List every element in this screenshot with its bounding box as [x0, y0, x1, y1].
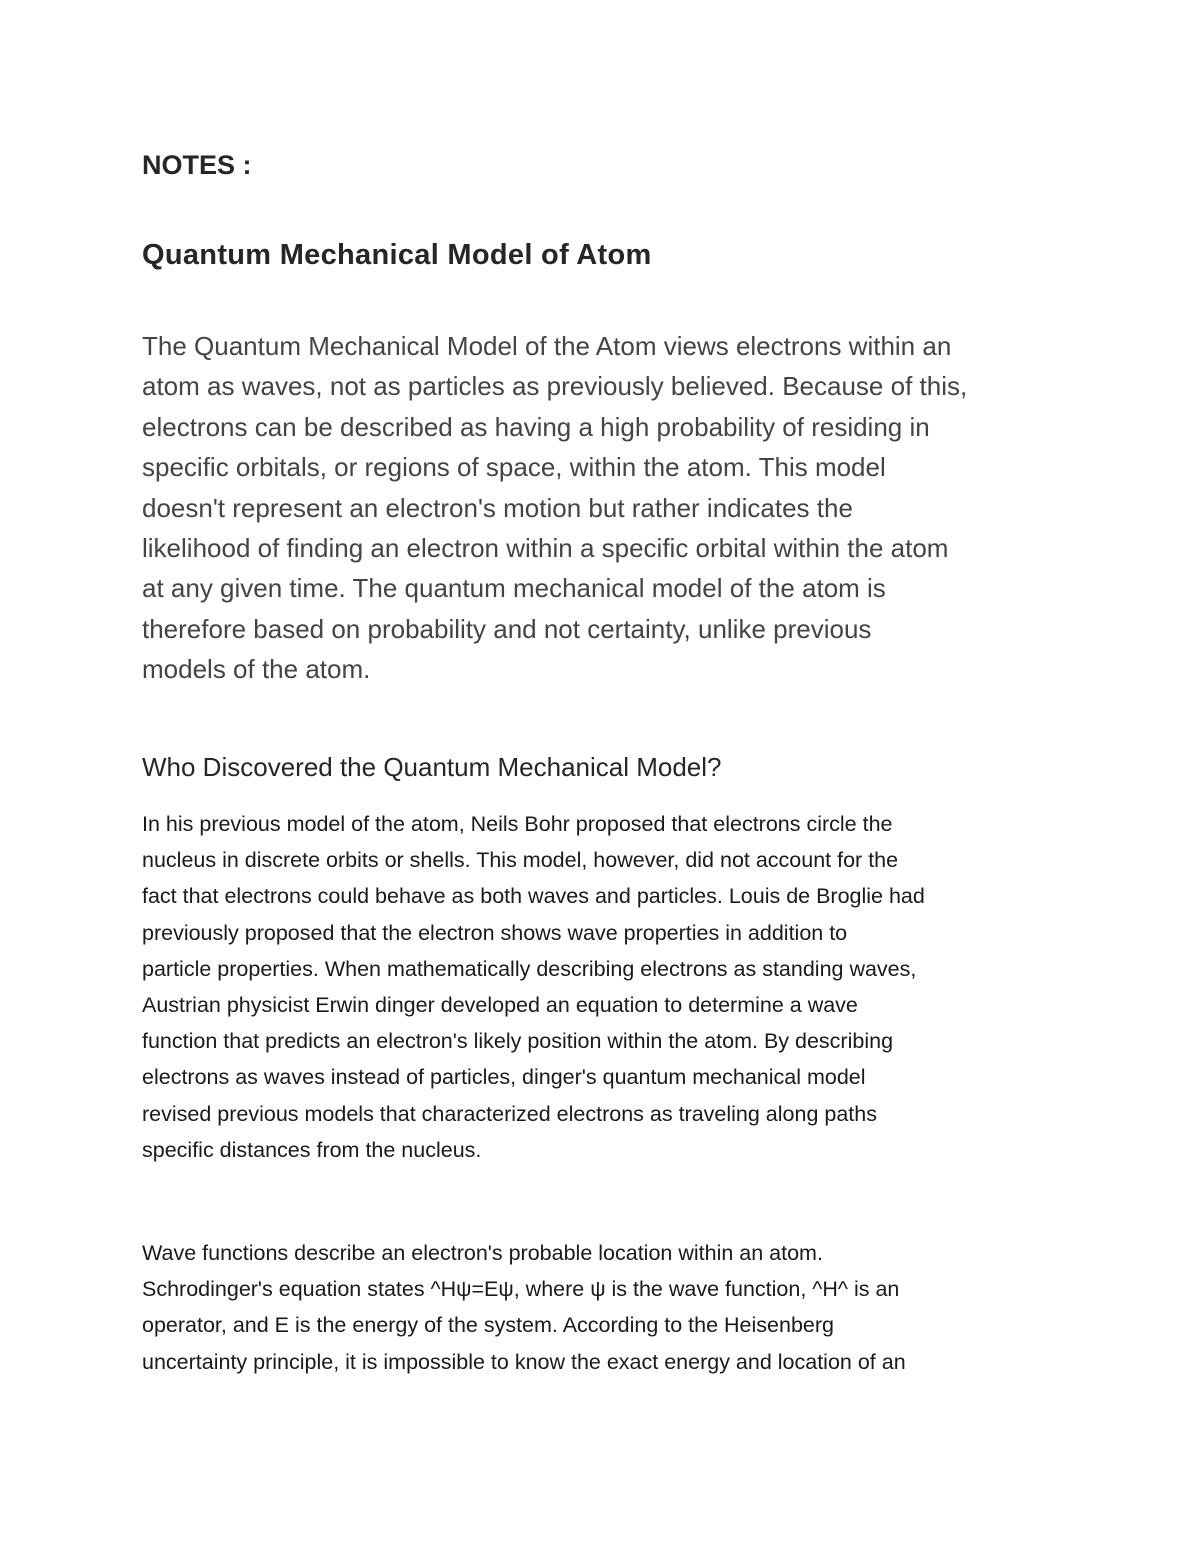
- discovery-line: Austrian physicist Erwin dinger developed an equation to determine a wave: [142, 992, 858, 1017]
- discovery-line: fact that electrons could behave as both waves and particles. Louis de Broglie had: [142, 884, 925, 909]
- discovery-line: In his previous model of the atom, Neils Bohr proposed that electrons circle the: [142, 812, 893, 836]
- intro-line: therefore based on probability and not certainty, unlike previous: [142, 613, 872, 644]
- discovery-line: previously proposed that the electron shows wave properties in addition to: [142, 920, 848, 945]
- discovery-line: nucleus in discrete orbits or shells. This model, however, did not account for the: [142, 848, 899, 873]
- wave-function-paragraph: [142, 1235, 1072, 1380]
- discovery-line: revised previous models that characterized electrons as traveling along paths: [142, 1101, 877, 1126]
- wave-line: Schrodinger's equation states ^Hψ=Eψ, where ψ is the wave function, ^H^ is an: [142, 1277, 900, 1302]
- intro-line: doesn't represent an electron's motion but rather indicates the: [142, 492, 853, 523]
- intro-line: at any given time. The quantum mechanical model of the atom is: [142, 573, 886, 604]
- discovery-paragraph: [142, 806, 1072, 1168]
- intro-line: The Quantum Mechanical Model of the Atom views electrons within an: [142, 331, 952, 361]
- discovery-line: particle properties. When mathematically describing electrons as standing waves,: [142, 956, 917, 981]
- intro-line: electrons can be described as having a high probability of residing in: [142, 411, 930, 442]
- notes-heading: NOTES :: [142, 150, 252, 180]
- intro-line: models of the atom.: [142, 654, 371, 685]
- section-heading-discovery: Who Discovered the Quantum Mechanical Model?: [142, 752, 722, 782]
- discovery-line: specific distances from the nucleus.: [142, 1137, 482, 1162]
- wave-line: Wave functions describe an electron's probable location within an atom.: [142, 1241, 823, 1265]
- intro-paragraph: [142, 326, 1072, 690]
- wave-line: operator, and E is the energy of the system. According to the Heisenberg: [142, 1313, 834, 1338]
- wave-line: uncertainty principle, it is impossible to know the exact energy and location of an: [142, 1349, 906, 1374]
- discovery-line: function that predicts an electron's likely position within the atom. By describing: [142, 1029, 894, 1054]
- intro-line: specific orbitals, or regions of space, within the atom. This model: [142, 452, 886, 483]
- intro-line: atom as waves, not as particles as previously believed. Because of this,: [142, 371, 968, 402]
- page-title: Quantum Mechanical Model of Atom: [142, 239, 652, 271]
- intro-line: likelihood of finding an electron within a specific orbital within the atom: [142, 532, 949, 563]
- discovery-line: electrons as waves instead of particles, dinger's quantum mechanical model: [142, 1065, 866, 1090]
